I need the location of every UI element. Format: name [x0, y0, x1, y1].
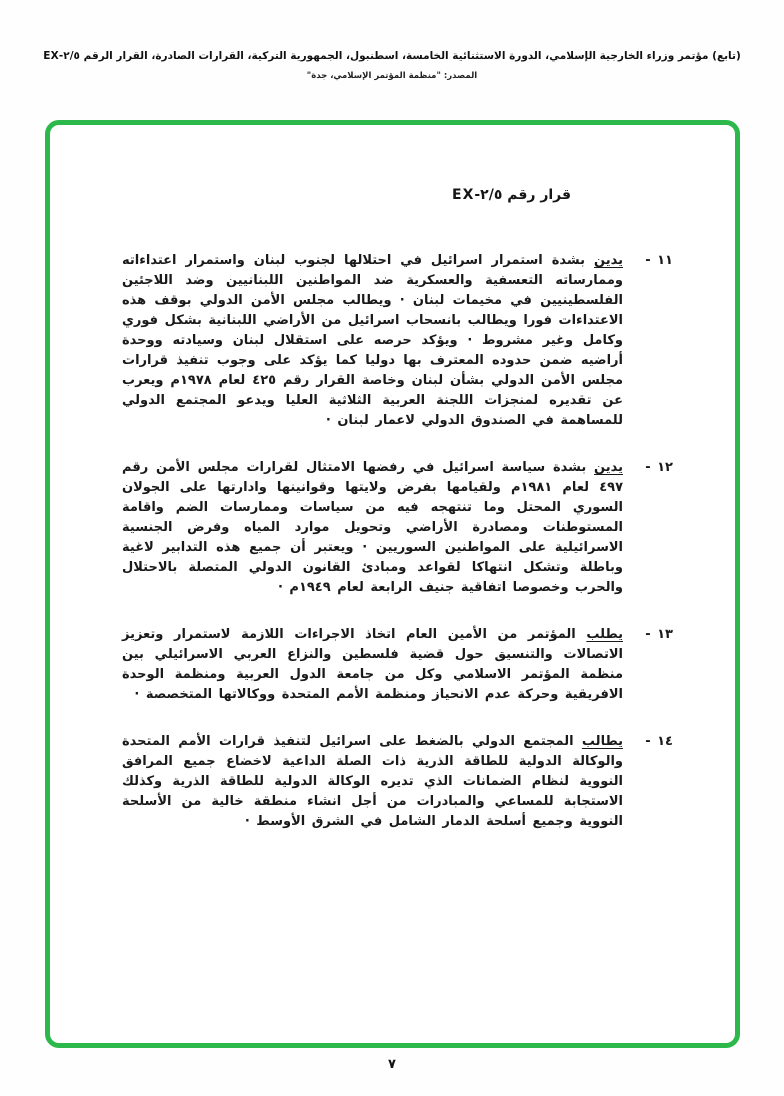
resolution-paragraph [122, 732, 673, 832]
paragraph-text: المجتمع الدولي بالضغط على اسرائيل لتنفيذ قرارات الأمم المتحدة والوكالة الدولية للطاقة الذرية ذات الصلة الداعية لاخضاع جميع المرافق النووية لنظام الضمانات الذي تديره الوكالة الدولية للطاقة الذرية وكذلك الاستجابة للمساعي والمبادرات من أجل انشاء منطقة خالية من الأسلحة النووية وجميع أسلحة الدمار الشامل في الشرق الأوسط · [122, 734, 623, 829]
paragraph-lead-word: يطلب [586, 627, 623, 642]
paragraph-lead-word: يدين [594, 253, 623, 268]
header-citation-line: (تابع) مؤتمر وزراء الخارجية الإسلامي، الدورة الاستثنائية الخامسة، اسطنبول، الجمهورية التركية، القرارات الصادرة، القرار الرقم ٢/٥-EX [43, 50, 741, 62]
paragraph-number: ١٣ - [645, 627, 673, 642]
resolution-paragraph [122, 458, 673, 598]
resolution-paragraph [122, 625, 673, 705]
green-border-frame [45, 120, 740, 1048]
document-header [0, 50, 784, 81]
paragraph-text: بشدة استمرار اسرائيل في احتلالها لجنوب لبنان واستمرار اعتداءاته وممارساته التعسفية والعسكرية ضد المواطنين اللبنانيين وضد اللاجئين الفلسطينيين في مخيمات لبنان · ويطالب مجلس الأمن الدولي بوقف هذه الاعتداءات فورا ويطالب بانسحاب اسرائيل من الأراضي اللبنانية بشكل فوري وكامل وغير مشروط · ويؤكد حرصه على استقلال لبنان وسيادته ووحدة أراضيه ضمن حدوده المعترف بها دوليا كما يؤكد على وجوب تنفيذ قرارات مجلس الأمن الدولي بشأن لبنان وخاصة القرار رقم ٤٢٥ لعام ١٩٧٨م ويعرب عن تقديره لمنجزات اللجنة العربية الثلاثية العليا ويدعو المجتمع الدولي للمساهمة في الصندوق الدولي لاعمار لبنان · [122, 253, 623, 428]
paragraph-list [122, 251, 673, 832]
resolution-paragraph [122, 251, 673, 431]
paragraph-text: المؤتمر من الأمين العام اتخاذ الاجراءات اللازمة لاستمرار وتعزيز الاتصالات والتنسيق حول قضية فلسطين والنزاع العربي الاسرائيلي بين منظمة المؤتمر الاسلامي وكل من جامعة الدول العربية ومنظمة الوحدة الافريقية وحركة عدم الانحياز ومنظمة الأمم المتحدة ووكالاتها المتخصصة · [122, 627, 623, 702]
paragraph-number: ١١ - [645, 253, 673, 268]
page-number: ٧ [388, 1057, 396, 1072]
paragraph-lead-word: يدين [594, 460, 623, 475]
paragraph-lead-word: يطالب [581, 734, 623, 749]
paragraph-number: ١٤ - [645, 734, 673, 749]
paragraph-number: ١٢ - [645, 460, 673, 475]
resolution-title: قرار رقم ٢/٥-EX [452, 187, 572, 203]
header-source-line: المصدر: "منظمة المؤتمر الإسلامي، جدة" [306, 71, 478, 81]
paragraph-text: بشدة سياسة اسرائيل في رفضها الامتثال لقرارات مجلس الأمن رقم ٤٩٧ لعام ١٩٨١م ولقيامها بفرض ولايتها وقوانينها وادارتها على الجولان السوري المحتل وما تنتهجه فيه من سياسات وممارسات الضم واقامة المستوطنات ومصادرة الأراضي وتحويل موارد المياه وفرض الجنسية الاسرائيلية على المواطنين السوريين · ويعتبر أن جميع هذه التدابير لاغية وباطلة وتشكل انتهاكا لقواعد ومبادئ القانون الدولي المتصلة بالاحتلال والحرب وخصوصا اتفاقية جنيف الرابعة لعام ١٩٤٩م · [122, 460, 624, 595]
document-body [50, 125, 735, 862]
